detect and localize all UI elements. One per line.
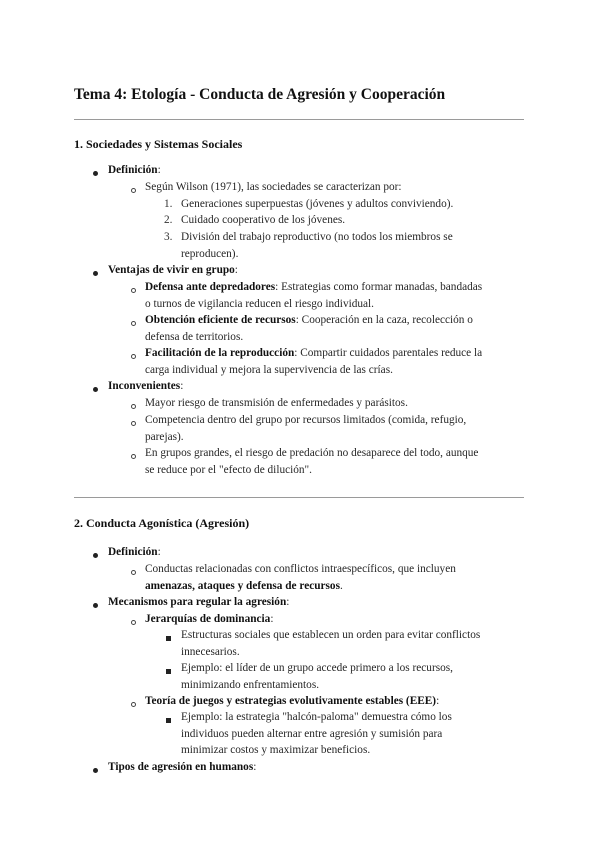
bullet-icon (93, 387, 98, 392)
square-bullet-icon (166, 636, 171, 641)
bullet-icon (93, 271, 98, 276)
circle-bullet-icon (131, 321, 136, 326)
circle-bullet-icon (131, 288, 136, 293)
list-item: Mayor riesgo de transmisión de enfermedades y parásitos. (145, 397, 408, 409)
bullet-icon (93, 603, 98, 608)
circle-bullet-icon (131, 188, 136, 193)
page-title: Tema 4: Etología - Conducta de Agresión y Cooperación (74, 86, 446, 103)
divider (74, 119, 524, 120)
circle-bullet-icon (131, 421, 136, 426)
list-item-tipos: Tipos de agresión en humanos: (108, 761, 257, 773)
list-item-definicion: Definición: (108, 164, 161, 176)
list-item: Ejemplo: el líder de un grupo accede primero a los recursos, minimizando enfrentamientos. (181, 662, 453, 691)
numbered-item-3: División del trabajo reproductivo (no todos los miembros se reproducen). (181, 231, 453, 260)
list-item-definicion: Definición: (108, 546, 161, 558)
list-item: Facilitación de la reproducción: Compartir cuidados parentales reduce la carga individual y mejora la supervivencia de las crías. (145, 347, 483, 376)
list-number: 2. (164, 214, 173, 226)
list-number: 1. (164, 198, 173, 210)
circle-bullet-icon (131, 404, 136, 409)
list-item-ventajas: Ventajas de vivir en grupo: (108, 264, 238, 276)
square-bullet-icon (166, 718, 171, 723)
list-item-inconvenientes: Inconvenientes: (108, 380, 184, 392)
divider (74, 497, 524, 498)
numbered-item-2: Cuidado cooperativo de los jóvenes. (181, 214, 346, 226)
list-item-mecanismos: Mecanismos para regular la agresión: (108, 596, 290, 608)
list-item: Conductas relacionadas con conflictos intraespecíficos, que incluyen amenazas, ataques y defensa de recursos. (145, 563, 456, 592)
circle-bullet-icon (131, 702, 136, 707)
list-item: Ejemplo: la estrategia "halcón-paloma" demuestra cómo los individuos pueden alternar entre agresión y sumisión para minimizar costos y maximizar beneficios. (181, 711, 452, 756)
square-bullet-icon (166, 669, 171, 674)
list-item: Según Wilson (1971), las sociedades se caracterizan por: (145, 181, 402, 193)
list-item-jerarquias: Jerarquías de dominancia: (145, 613, 274, 625)
numbered-item-1: Generaciones superpuestas (jóvenes y adultos conviviendo). (181, 198, 454, 210)
circle-bullet-icon (131, 354, 136, 359)
bullet-icon (93, 171, 98, 176)
list-item-teoria: Teoría de juegos y estrategias evolutivamente estables (EEE): (145, 695, 440, 707)
section-heading-1: 1. Sociedades y Sistemas Sociales (74, 137, 243, 151)
bullet-icon (93, 768, 98, 773)
circle-bullet-icon (131, 454, 136, 459)
circle-bullet-icon (131, 620, 136, 625)
section-heading-2: 2. Conducta Agonística (Agresión) (74, 516, 250, 530)
list-number: 3. (164, 231, 173, 243)
list-item: Competencia dentro del grupo por recursos limitados (comida, refugio, parejas). (145, 414, 467, 443)
bullet-icon (93, 553, 98, 558)
list-item: En grupos grandes, el riesgo de predación no desaparece del todo, aunque se reduce por el "efecto de dilución". (145, 447, 479, 476)
circle-bullet-icon (131, 570, 136, 575)
list-item: Defensa ante depredadores: Estrategias como formar manadas, bandadas o turnos de vigilancia reducen el riesgo individual. (145, 281, 483, 310)
list-item: Estructuras sociales que establecen un orden para evitar conflictos innecesarios. (181, 629, 481, 658)
list-item: Obtención eficiente de recursos: Cooperación en la caza, recolección o defensa de territorios. (145, 314, 473, 343)
